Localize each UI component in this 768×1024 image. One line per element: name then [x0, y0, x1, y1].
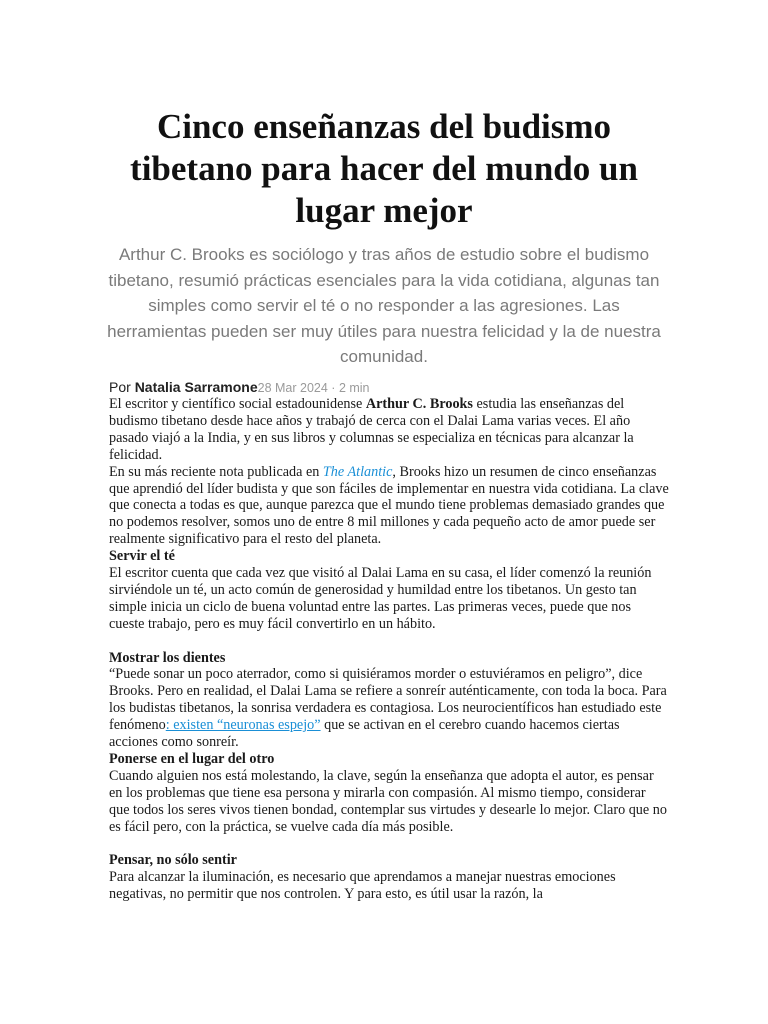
p2-text-start: En su más reciente nota publicada en [109, 463, 323, 480]
article-subtitle: Arthur C. Brooks es sociólogo y tras años de estudio sobre el budismo tibetano, resumió prácticas esenciales para la vida cotidiana, algunas tan simples como servir el té o no responder a las agresiones. Las herramientas pueden ser muy útiles para nuestra felicidad y la de nuestra comunidad. [107, 245, 661, 367]
intro-author-name: Arthur C. Brooks [365, 396, 473, 412]
section-heading-ponerse-en-el-lugar: Ponerse en el lugar del otro [109, 751, 275, 768]
s2-text-start: “Puede sonar un poco aterrador, como si quisiéramos morder o estuviéramos en peligro”, dice Brooks. Pero en realidad, el Dalai Lama se refiere a sonreír auténticamente, con toda la boca. Para los budistas tibetanos, la sonrisa verdadera es contagiosa. Los neurocientíficos han estudiado este fenómeno [109, 666, 667, 734]
s2-text-end: que se activan en el cerebro cuando hacemos ciertas acciones como sonreír. [109, 717, 620, 751]
intro-text-start: El escritor y científico social estadounidense [109, 396, 366, 412]
section-text-pensar-no-solo-sentir: Para alcanzar la iluminación, es necesario que aprendamos a manejar nuestras emociones negativas, no permitir que nos controlen. Y para esto, es útil usar la razón, la [109, 869, 616, 903]
the-atlantic-link[interactable]: The Atlantic [322, 463, 393, 480]
intro-paragraph [109, 396, 669, 464]
byline [109, 378, 669, 397]
read-time: 2 min [338, 381, 370, 395]
section-heading-servir-el-te: Servir el té [109, 548, 175, 565]
author-name[interactable]: Natalia Sarramone [134, 379, 258, 395]
atlantic-paragraph [109, 464, 669, 549]
byline-prefix: Por [109, 379, 135, 395]
publish-date: 28 Mar 2024 [257, 381, 328, 395]
p2-text-end: , Brooks hizo un resumen de cinco enseñanzas que aprendió del líder budista y que son fáciles de implementar en nuestra vida cotidiana. La clave que conecta a todas es que, aunque parezca que el mundo tiene problemas demasiado grandes que no podemos resolver, somos uno de entre 8 mil millones y cada pequeño acto de amor puede ser realmente significativo para el resto del planeta. [109, 463, 669, 548]
article-title: Cinco enseñanzas del budismo tibetano para hacer del mundo un lugar mejor [130, 107, 638, 230]
section-text-mostrar-los-dientes [109, 666, 669, 751]
neuronas-espejo-link[interactable]: : existen “neuronas espejo” [165, 717, 321, 734]
section-text-ponerse-en-el-lugar: Cuando alguien nos está molestando, la clave, según la enseñanza que adopta el autor, es pensar en los problemas que tiene esa persona y mirarla con compasión. Al mismo tiempo, considerar que todos los seres vivos tienen bondad, contemplar sus virtudes y desearle lo mejor. Claro que no es fácil pero, con la práctica, se vuelve cada día más posible. [109, 767, 667, 835]
section-heading-pensar-no-solo-sentir: Pensar, no sólo sentir [109, 852, 237, 869]
section-heading-mostrar-los-dientes: Mostrar los dientes [109, 649, 226, 666]
article-body [109, 396, 669, 903]
intro-text-end: estudia las enseñanzas del budismo tibetano desde hace años y trabajó de cerca con el Dalai Lama varias veces. El año pasado viajó a la India, y en sus libros y columnas se especializa en técnicas para alcanzar la felicidad. [109, 396, 634, 463]
meta-separator: · [327, 381, 339, 395]
section-text-servir-el-te: El escritor cuenta que cada vez que visitó al Dalai Lama en su casa, el líder comenzó la reunión sirviéndole un té, un acto común de generosidad y humildad entre los tibetanos. Un gesto tan simple inicia un ciclo de buena voluntad entre las partes. Las primeras veces, puede que nos cueste trabajo, pero es muy fácil convertirlo en un hábito. [109, 565, 652, 632]
